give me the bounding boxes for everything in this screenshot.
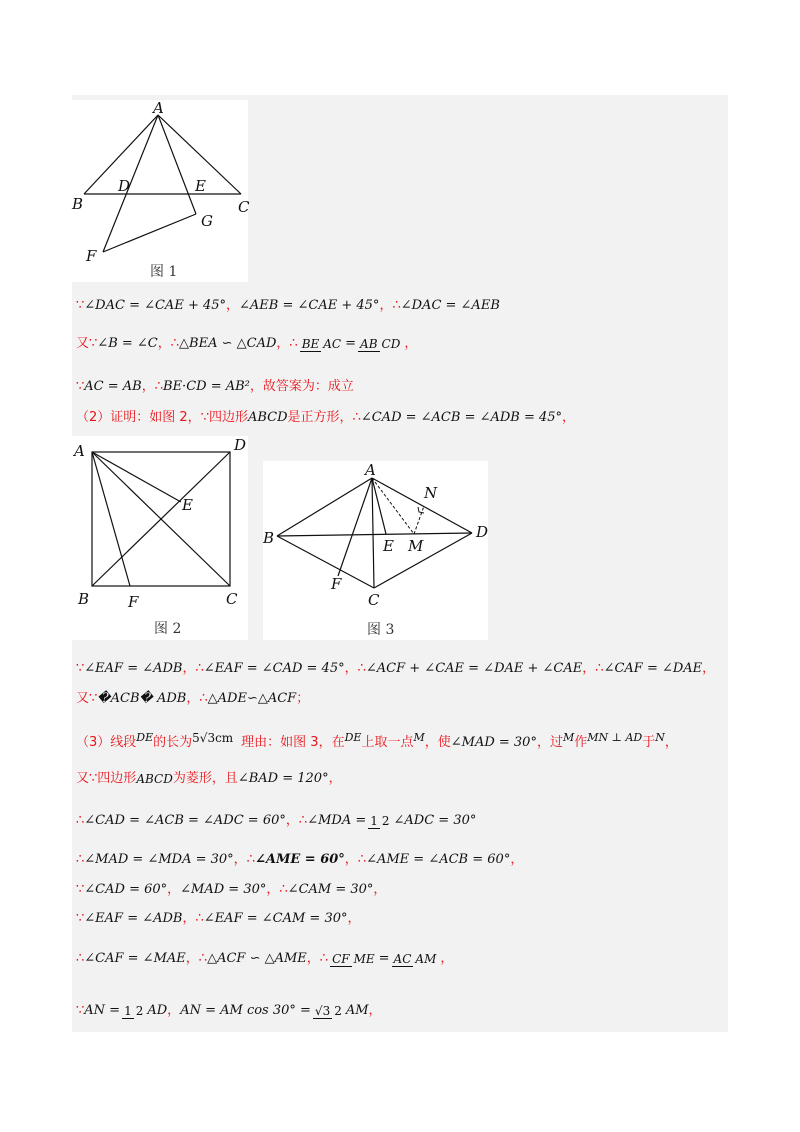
therefore-symbol: ∴	[199, 691, 208, 706]
math-expression: AC = AB	[84, 379, 142, 394]
numerator: AC	[393, 951, 412, 966]
fig3-label-M: M	[408, 537, 424, 555]
separator: ，	[186, 691, 200, 706]
math-expression: ∠EAF = ∠CAM = 30°	[203, 911, 348, 926]
fraction	[392, 953, 439, 966]
numerator: CF	[332, 951, 350, 966]
fig3-label-B: B	[263, 529, 275, 547]
because-symbol: ∵	[76, 911, 85, 926]
math-expression: ∠CAF = ∠DAE	[603, 661, 703, 676]
math-expression: ∠MAD = 30°	[450, 735, 537, 750]
figure-1	[72, 100, 248, 282]
therefore-symbol: ∴	[170, 336, 180, 351]
math-expression: ∠ACF + ∠CAE = ∠DAE + ∠CAE	[365, 661, 583, 676]
math-expression: �ACB� ADB	[97, 691, 187, 706]
numerator: 1	[124, 1003, 132, 1018]
separator: ，	[510, 852, 524, 867]
fraction	[122, 1005, 145, 1018]
fraction	[300, 338, 343, 351]
therefore-symbol: ∴	[392, 298, 401, 313]
solution-line-11	[76, 881, 386, 899]
separator: ，	[702, 661, 716, 676]
numerator: √3	[314, 1003, 331, 1018]
because-symbol: ∵	[89, 691, 98, 706]
separator: ，	[157, 336, 171, 351]
math-expression: ∠MDA =	[307, 813, 367, 828]
separator: ，	[379, 298, 393, 313]
answer-text: 故答案为：成立	[262, 379, 354, 394]
separator: ，	[328, 771, 342, 786]
solution-line-10	[76, 851, 523, 869]
math-expression: ∠DAC = ∠CAE + 45°	[84, 298, 227, 313]
fig1-label-D: D	[118, 177, 131, 195]
part-heading: （3）线段	[76, 735, 137, 750]
therefore-symbol: ∴	[357, 852, 367, 867]
separator: ；	[296, 691, 310, 706]
denominator: AC	[323, 336, 342, 351]
text-run: 作	[574, 735, 588, 750]
solution-line-1	[76, 297, 500, 315]
math-expression: MN ⊥ AD	[587, 731, 643, 744]
separator: ，	[249, 379, 263, 394]
fraction	[313, 1005, 344, 1018]
text-run: 又	[76, 771, 90, 786]
math-expression: ∠CAD = ∠ACB = ∠ADB = 45°	[360, 410, 563, 425]
text-run: 为菱形，且	[172, 771, 238, 786]
therefore-symbol: ∴	[195, 911, 204, 926]
fig1-label-F: F	[86, 247, 97, 265]
math-expression: ∠EAF = ∠ADB	[84, 911, 183, 926]
therefore-symbol: ∴	[198, 951, 208, 966]
math-expression: △ADE∽△ACF	[207, 691, 297, 706]
separator: ，	[141, 379, 155, 394]
fig2-label-C: C	[226, 590, 238, 608]
text-run: ，过	[536, 735, 563, 750]
separator: ，	[373, 882, 387, 897]
solution-line-8	[76, 770, 342, 788]
solution-line-2	[76, 335, 417, 353]
math-expression: ∠MAD = ∠MDA = 30°	[84, 852, 234, 867]
math-expression: △BEA ∽ △CAD	[179, 336, 277, 351]
numerator: 1	[370, 813, 378, 828]
fraction	[358, 338, 402, 351]
math-expression: AD	[147, 1003, 168, 1018]
separator: ，	[344, 852, 358, 867]
separator: ，	[582, 661, 596, 676]
fraction	[330, 953, 377, 966]
solution-line-13	[76, 950, 453, 968]
math-expression: ∠CAM = 30°	[287, 882, 374, 897]
therefore-symbol: ∴	[595, 661, 604, 676]
separator: ，	[233, 852, 247, 867]
math-expression: ABCD	[247, 410, 288, 425]
fig2-label-B: B	[78, 590, 90, 608]
because-symbol: ∵	[200, 410, 209, 425]
fig3-label-D: D	[476, 523, 489, 541]
separator: ，	[276, 336, 290, 351]
therefore-symbol: ∴	[298, 813, 308, 828]
solution-line-4	[76, 409, 575, 427]
separator: ，	[562, 410, 576, 425]
fig1-caption: 图 1	[150, 264, 178, 280]
because-symbol: ∵	[89, 771, 98, 786]
separator: ，	[167, 882, 181, 897]
math-expression: ∠MAD = 30°	[180, 882, 267, 897]
figure-2	[72, 436, 248, 640]
because-symbol: ∵	[76, 298, 85, 313]
math-expression: ∠B = ∠C	[97, 336, 158, 351]
math-expression: ∠DAC = ∠AEB	[400, 298, 500, 313]
figure-2-drawing	[72, 436, 248, 640]
math-expression: ∠AME = ∠ACB = 60°	[366, 852, 511, 867]
denominator: 2	[135, 1003, 144, 1018]
text-run: 的长为	[153, 735, 193, 750]
numerator: BE	[301, 336, 320, 351]
because-symbol: ∵	[76, 1003, 85, 1018]
solution-line-7	[76, 731, 678, 752]
fig1-label-B: B	[72, 195, 84, 213]
math-expression: DE	[136, 731, 154, 744]
because-symbol: ∵	[89, 336, 98, 351]
math-expression: M	[413, 731, 425, 744]
text-run: 四边形	[208, 410, 248, 425]
separator: ，	[347, 911, 361, 926]
therefore-symbol: ∴	[352, 410, 361, 425]
separator: ，	[440, 951, 454, 966]
fig3-label-E: E	[383, 537, 394, 555]
separator: ，	[185, 951, 199, 966]
therefore-symbol: ∴	[76, 813, 85, 828]
math-expression: M	[562, 731, 575, 744]
math-expression: ∠CAD = ∠ACB = ∠ADC = 60°	[84, 813, 286, 828]
separator: ，	[167, 1003, 181, 1018]
math-expression: BE·CD = AB²	[163, 379, 250, 394]
text-run: 是正方形，	[287, 410, 353, 425]
denominator: 2	[381, 813, 390, 828]
separator: ，	[404, 336, 418, 351]
separator: ，	[182, 911, 196, 926]
part-heading: （2）证明：如图 2，	[76, 410, 201, 425]
because-symbol: ∵	[76, 379, 85, 394]
math-expression: DE	[344, 731, 362, 744]
therefore-symbol: ∴	[279, 882, 288, 897]
text-run: 上取一点	[361, 735, 414, 750]
fig3-label-F: F	[331, 575, 342, 593]
math-expression: ∠EAF = ∠ADB	[84, 661, 183, 676]
fig1-label-E: E	[195, 177, 206, 195]
separator: ，	[368, 1003, 382, 1018]
fig1-label-G: G	[201, 212, 213, 230]
therefore-symbol: ∴	[154, 379, 164, 394]
fig3-label-C: C	[368, 591, 380, 609]
answer-value: 5√3cm	[192, 731, 234, 745]
because-symbol: ∵	[76, 661, 85, 676]
because-symbol: ∵	[76, 882, 85, 897]
equals-sign: =	[345, 336, 357, 351]
denominator: AM	[415, 951, 437, 966]
figure-3-drawing	[263, 461, 488, 640]
math-expression: ∠ADC = 30°	[393, 813, 477, 828]
text-run: ，使	[424, 735, 451, 750]
equals-sign: =	[378, 951, 390, 966]
math-expression: △ACF ∽ △AME	[207, 951, 307, 966]
math-expression: ∠AEB = ∠CAE + 45°	[239, 298, 380, 313]
fig2-label-A: A	[74, 442, 85, 460]
denominator: CD	[381, 336, 401, 351]
math-expression: ∠EAF = ∠CAD = 45°	[203, 661, 345, 676]
fig2-caption: 图 2	[154, 621, 182, 637]
fig3-label-A: A	[365, 461, 376, 479]
math-expression: ∠CAF = ∠MAE	[84, 951, 186, 966]
math-expression: ∠AME = 60°	[254, 852, 345, 867]
solution-line-5	[76, 660, 715, 678]
figure-3	[263, 461, 488, 640]
math-expression: ∠BAD = 120°	[237, 771, 329, 786]
fig2-label-D: D	[234, 436, 247, 454]
fig1-label-C: C	[238, 198, 250, 216]
separator: ，	[182, 661, 196, 676]
therefore-symbol: ∴	[289, 336, 298, 351]
denominator: 2	[334, 1003, 342, 1018]
math-expression: AM	[345, 1003, 369, 1018]
solution-line-12	[76, 910, 361, 928]
therefore-symbol: ∴	[319, 951, 329, 966]
fig2-label-E: E	[182, 496, 193, 514]
therefore-symbol: ∴	[357, 661, 366, 676]
text-run: 又	[76, 691, 90, 706]
text-run: 于	[642, 735, 656, 750]
therefore-symbol: ∴	[76, 951, 85, 966]
fig2-label-F: F	[128, 593, 139, 611]
math-expression: N	[655, 731, 665, 744]
figure-1-drawing	[72, 100, 248, 282]
therefore-symbol: ∴	[246, 852, 255, 867]
text-run: 理由：如图 3，在	[241, 735, 345, 750]
solution-line-6	[76, 690, 309, 708]
solution-line-14	[76, 1002, 382, 1020]
solution-line-9	[76, 812, 476, 830]
therefore-symbol: ∴	[195, 661, 204, 676]
separator: ，	[306, 951, 320, 966]
fig3-label-N: N	[424, 484, 438, 502]
separator: ，	[664, 735, 678, 750]
math-expression: ∠CAD = 60°	[84, 882, 168, 897]
fig3-caption: 图 3	[367, 622, 395, 638]
fraction	[368, 815, 391, 828]
denominator: ME	[353, 951, 375, 966]
separator: ，	[344, 661, 358, 676]
solution-line-3	[76, 378, 354, 396]
separator: ，	[226, 298, 240, 313]
math-expression: AN =	[84, 1003, 121, 1018]
text-run: 又	[76, 336, 90, 351]
text-run: 四边形	[97, 771, 137, 786]
separator: ，	[266, 882, 280, 897]
fig1-label-A: A	[153, 99, 164, 117]
separator: ，	[285, 813, 299, 828]
math-expression: ABCD	[136, 772, 173, 786]
therefore-symbol: ∴	[76, 852, 85, 867]
numerator: AB	[360, 336, 378, 351]
math-expression: AN = AM cos 30° =	[180, 1003, 311, 1018]
